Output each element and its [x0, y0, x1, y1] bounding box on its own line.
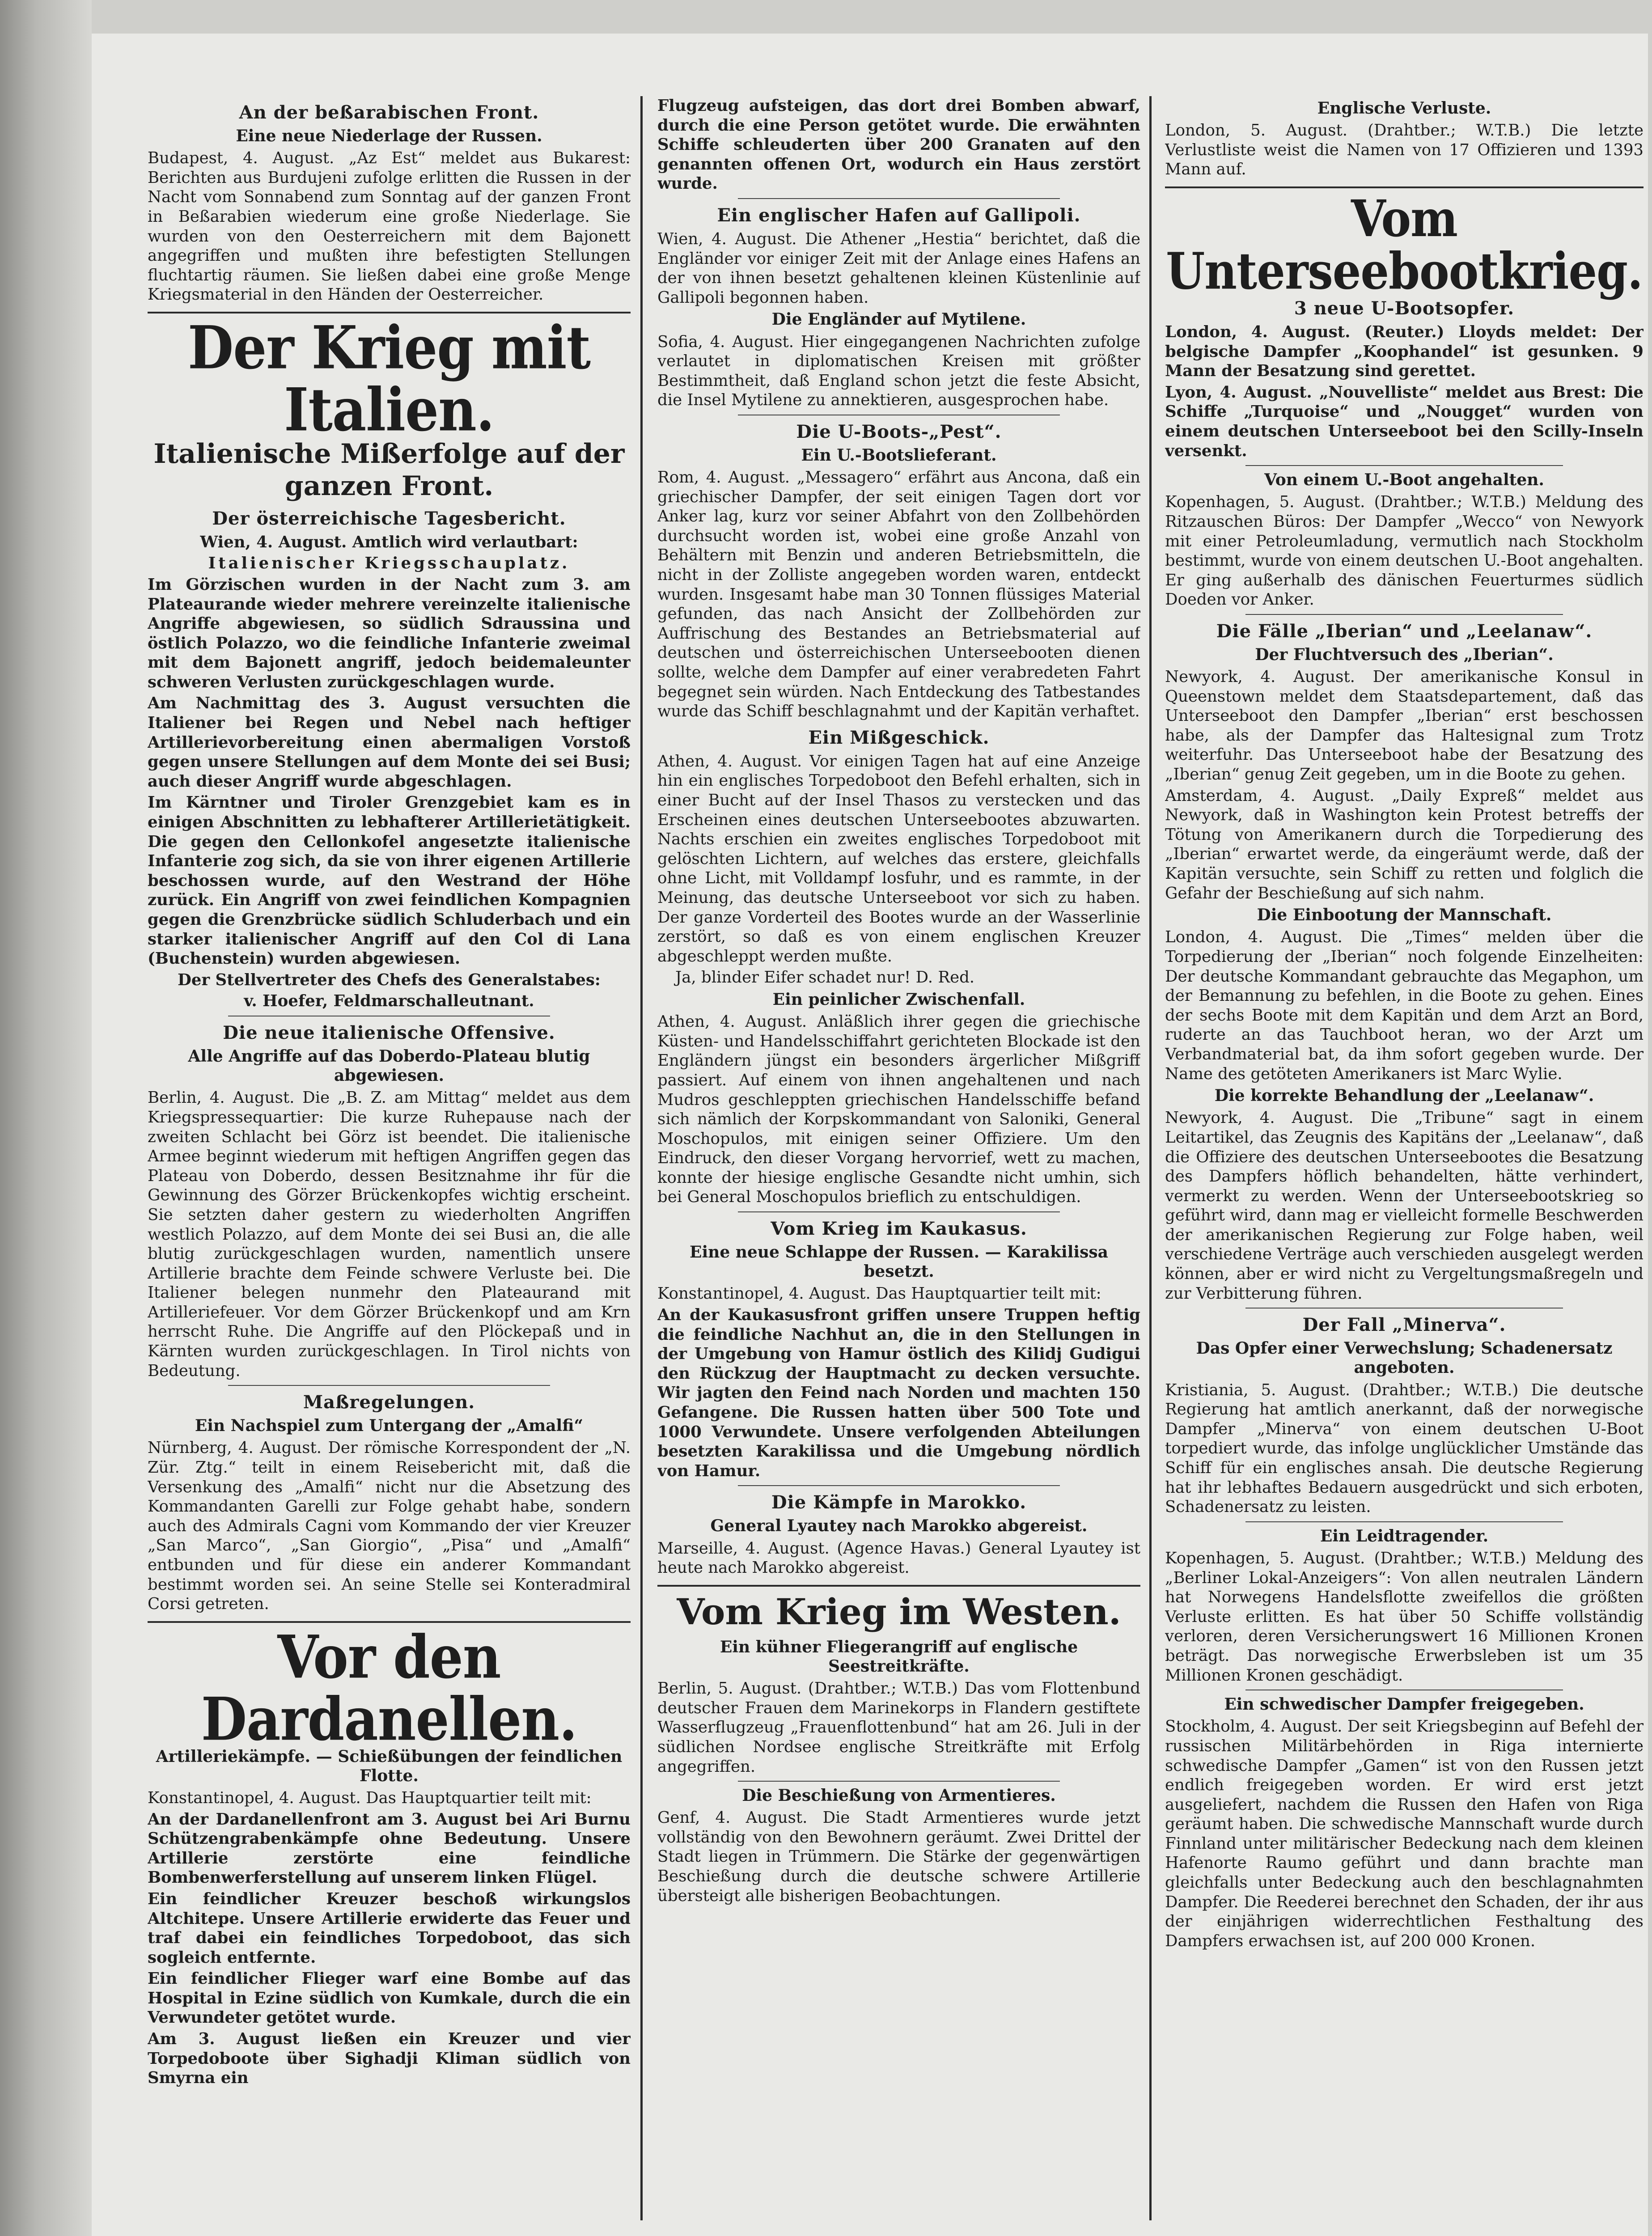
article-text: Wien, 4. August. Die Athener „Hestia“ berichtet, daß die Engländer vor einiger Zeit mit der Anlage eines Hafens an der von ihnen besetzt gehaltenen kleinen Küstenlinie auf Gallipoli begonnen haben. [657, 229, 1140, 307]
article-heading: Die Fälle „Iberian“ und „Leelanaw“. [1216, 620, 1593, 642]
column-rule [640, 96, 643, 2220]
article-text: Kristiania, 5. August. (Drahtber.; W.T.B.) Die deutsche Regierung hat amtlich anerkannt, daß der norwegische Dampfer „Minerva“ von einem deutschen U-Boot torpediert wurde, das infolge unglücklicher Umstände das Schiff für ein englisches ansah. Die deutsche Regierung hat ihr lebhaftes Bedauern ausgedrückt und sich erboten, Schadenersatz zu leisten. [1165, 1381, 1644, 1516]
article-heading: Der Fall „Minerva“. [1302, 1314, 1506, 1336]
article-subheading: Ein U.-Bootslieferant. [801, 445, 997, 465]
article-text: Flugzeug aufsteigen, das dort drei Bomben abwarf, durch die eine Person getötet wurde. Die erwähnten Schiffe schleuderten über 200 Granaten auf den genannten offenen Ort, wodurch ein Haus zerstört wurde. [657, 97, 1140, 193]
article-heading: Maßregelungen. [303, 1392, 475, 1413]
article-heading: An der beßarabischen Front. [239, 102, 539, 123]
article-subheading: Eine neue Schlappe der Russen. — Karakilissa besetzt. [690, 1243, 1108, 1281]
article-text: London, 4. August. (Reuter.) Lloyds meldet: Der belgische Dampfer „Koophandel“ ist gesunken. 9 Mann der Besatzung sind gerettet. [1165, 322, 1644, 381]
article-text: Am 3. August ließen ein Kreuzer und vier Torpedoboote über Sighadji Kliman südlich von Smyrna ein [148, 2030, 631, 2088]
section-headline: Der Krieg mit Italien. [187, 313, 591, 445]
article-text: Am Nachmittag des 3. August versuchten die Italiener bei Regen und Nebel nach heftiger Artillerievorbereitung einen abermaligen Vorstoß gegen unsere Stellungen auf dem Monte dei sei Busi; auch dieser Angriff wurde abgeschlagen. [148, 694, 631, 791]
section-headline: Vor den Dardanellen. [201, 1622, 577, 1754]
article-text: Sofia, 4. August. Hier eingegangenen Nachrichten zufolge verlautet in diplomatischen Kreisen mit größter Bestimmtheit, daß England schon jetzt die feste Absicht, die Insel Mytilene zu annektieren, ausgesprochen habe. [657, 332, 1140, 410]
divider [1245, 1308, 1563, 1309]
article-subheading: Artilleriekämpfe. — Schießübungen der feindlichen Flotte. [156, 1747, 623, 1785]
article-text: London, 5. August. (Drahtber.; W.T.B.) Die letzte Verlustliste weist die Namen von 17 Offizieren und 1393 Mann auf. [1165, 121, 1644, 179]
divider [1165, 186, 1644, 188]
article-text: Berlin, 5. August. (Drahtber.; W.T.B.) Das vom Flottenbund deutscher Frauen dem Marinekorps in Flandern gestiftete Wasserflugzeug „Frauenflottenbund“ hat am 26. Juli in der südlichen Nordsee englische Streitkräfte mit Erfolg angegriffen. [657, 1679, 1140, 1776]
article-subheading: Ein Nachspiel zum Untergang der „Amalfi“ [195, 1416, 584, 1436]
divider [738, 1781, 1060, 1782]
divider [1245, 465, 1563, 466]
article-heading: Ein Mißgeschick. [808, 727, 990, 748]
article-text: Ein feindlicher Flieger warf eine Bombe auf das Hospital in Ezine südlich von Kumkale, durch die ein Verwundeter getötet wurde. [148, 1969, 631, 2027]
article-text: Berlin, 4. August. Die „B. Z. am Mittag“ meldet aus dem Kriegspressequartier: Die kurze Ruhepause nach der zweiten Schlacht bei Görz ist beendet. Die italienische Armee beginnt wiederum mit heftigen Angriffen gegen das Plateau von Doberdo, dessen Besitznahme ihr für die Gewinnung des Görzer Brückenkopfes wichtig erscheint. Sie setzten daher gestern zu wiederholten Angriffen westlich Polazzo, auf dem Monte dei sei Busi an, die alle blutig zurückgeschlagen wurden, namentlich unsere Artillerie brachte dem Feinde schwere Verluste bei. Die Italiener belegen nunmehr den Plateaurand mit Artilleriefeuer. Vor dem Görzer Brückenkopf und am Krn herrscht Ruhe. Die Angriffe auf den Plöckepaß und in Kärnten wurden zurückgeschlagen. In Tirol nichts von Bedeutung. [148, 1088, 631, 1380]
column-rule [1149, 96, 1152, 2220]
article-heading: 3 neue U-Bootsopfer. [1294, 297, 1515, 319]
editor-note: Ja, blinder Eifer schadet nur! D. Red. [675, 968, 975, 987]
article-heading: Vom Krieg im Kaukasus. [771, 1218, 1027, 1240]
article-text: Nürnberg, 4. August. Der römische Korrespondent der „N. Zür. Ztg.“ teilt in einem Reisebericht mit, daß die Versenkung des „Amalfi“ nicht nur die Absetzung des Kommandanten Garelli zur Folge gehabt habe, sondern auch des Admirals Cagni vom Kommando der vier Kreuzer „San Marco“, „San Giorgio“, „Pisa“ und „Amalfi“ entbunden und für diese ein anderer Kommandant bestimmt worden sei. An seine Stelle sei Konteradmiral Corsi getreten. [148, 1439, 631, 1613]
article-text: Stockholm, 4. August. Der seit Kriegsbeginn auf Befehl der russischen Militärbehörden in Riga internierte schwedische Dampfer „Gamen“ ist von den Russen jetzt endlich freigegeben worden. Er wird erst jetzt ausgeliefert, nachdem die Russen den Hafen von Riga geräumt haben. Die schwedische Mannschaft wurde durch Finnland unter militärischer Bedeckung nach dem kleinen Hafenorte Raumo geführt und dann brachte man gleichfalls unter Bedeckung auch den beschlagnahmten Dampfer. Die Reederei berechnet den Schaden, der ihr aus der einjährigen widerrechtlichen Festhaltung des Dampfers erwachsen ist, auf 200 000 Kronen. [1165, 1717, 1644, 1950]
article-subheading: Ein Leidtragender. [1320, 1526, 1489, 1546]
article-subheading: Der Fluchtversuch des „Iberian“. [1255, 645, 1554, 664]
article-heading: Ein englischer Hafen auf Gallipoli. [717, 204, 1081, 226]
article-text: Rom, 4. August. „Messagero“ erfährt aus Ancona, daß ein griechischer Dampfer, der seit einigen Tagen dort vor Anker lag, kurz vor seiner Abfahrt von den Zollbehörden durchsucht worden ist, wobei eine große Anzahl von Behältern mit Benzin und anderen Betriebsmitteln, die nicht in der Zolliste angegeben worden waren, entdeckt wurden. Insgesamt habe man 30 Tonnen flüssiges Material gefunden, das nach Ansicht der Zollbehörden zur Auffrischung des Bestandes an Betriebsmaterial auf deutschen und österreichischen Unterseebooten dienen sollte, welche dem Dampfer auf einer verabredeten Fahrt begegnet sein würden. Nach Entdeckung des Tatbestandes wurde das Schiff beschlagnahmt und der Kapitän verhaftet. [657, 468, 1140, 721]
signature-line: v. Hoefer, Feldmarschalleutnant. [244, 992, 534, 1011]
divider [1245, 1521, 1563, 1522]
dateline: Konstantinopel, 4. August. Das Hauptquartier teilt mit: [657, 1284, 1101, 1303]
article-subheading: Die Beschießung von Armentieres. [742, 1786, 1056, 1805]
article-heading: Die U-Boots-„Pest“. [796, 421, 1002, 442]
signature-line: Der Stellvertreter des Chefs des Generalstabes: [178, 970, 601, 989]
article-subheading: Das Opfer einer Verwechslung; Schadenersatz angeboten. [1196, 1339, 1613, 1377]
article-subheading: Ein peinlicher Zwischenfall. [772, 990, 1025, 1009]
dateline: Wien, 4. August. Amtlich wird verlautbart: [200, 533, 578, 551]
article-text: Im Kärntner und Tiroler Grenzgebiet kam es in einigen Abschnitten zu lebhafterer Artillerietätigkeit. Die gegen den Cellonkofel angesetzte italienische Infanterie zog sich, da sie von ihrer eigenen Artillerie beschossen wurde, auf den Westrand der Höhe zurück. Ein Angriff von zwei feindlichen Kompagnien gegen die Grenzbrücke südlich Schluderbach und ein starker italienischer Angriff auf den Col di Lana (Buchenstein) wurden abgewiesen. [148, 793, 631, 968]
article-text: Ein feindlicher Kreuzer beschoß wirkungslos Altchitepe. Unsere Artillerie erwiderte das Feuer und traf dabei ein feindliches Torpedoboot, das sich sogleich entfernte. [148, 1889, 631, 1967]
article-subheading: General Lyautey nach Marokko abgereist. [710, 1516, 1088, 1536]
article-subheading: Die korrekte Behandlung der „Leelanaw“. [1214, 1086, 1594, 1105]
divider [738, 1485, 1060, 1486]
article-heading: Die Kämpfe in Marokko. [771, 1492, 1027, 1513]
article-text: Marseille, 4. August. (Agence Havas.) General Lyautey ist heute nach Marokko abgereist. [657, 1539, 1140, 1577]
divider [738, 1211, 1060, 1212]
divider [738, 198, 1060, 199]
article-text: Im Görzischen wurden in der Nacht zum 3. am Plateaurande wieder mehrere vereinzelte italienische Angriffe abgewiesen, so südlich Sdraussina und östlich Polazzo, wo die feindliche Infanterie zweimal mit dem Bajonett angriff, jedoch beidemaleunter schweren Verlusten zurückgeschlagen wurde. [148, 575, 631, 691]
article-subheading: Die Einbootung der Mannschaft. [1257, 906, 1552, 925]
article-text: Genf, 4. August. Die Stadt Armentieres wurde jetzt vollständig von den Bewohnern geräumt. Zwei Drittel der Stadt liegen in Trümmern. Die Stärke der gegenwärtigen Beschießung durch die deutsche schwere Artillerie übersteigt alle bisherigen Beobachtungen. [657, 1808, 1140, 1905]
column-3 [1165, 96, 1644, 2236]
article-heading: Die neue italienische Offensive. [223, 1022, 555, 1043]
article-text: Newyork, 4. August. Der amerikanische Konsul in Queenstown meldet dem Staatsdepartement, daß das Unterseeboot den Dampfer „Iberian“ erst beschossen habe, als der Dampfer das Haltesignal zum Trotz weiterfuhr. Das Unterseeboot habe der Besatzung des „Iberian“ genug Zeit gegeben, um in die Boote zu gehen. [1165, 668, 1644, 784]
article-text: Athen, 4. August. Vor einigen Tagen hat auf eine Anzeige hin ein englisches Torpedoboot den Befehl erhalten, sich in einer Bucht auf der Insel Thasos zu verstecken und das Erscheinen eines deutschen Unterseebootes abzuwarten. Nachts erschien ein zweites englisches Torpedoboot mit gelöschten Lichtern, auf welches das erstere, gleichfalls ohne Licht, mit Volldampf losfuhr, und es rammte, in der Meinung, das deutsche Unterseeboot vor sich zu haben. Der ganze Vorderteil des Bootes wurde an der Wasserlinie zerstört, so daß es von einem englischen Kreuzer abgeschleppt werden mußte. [657, 752, 1140, 966]
article-text: Amsterdam, 4. August. „Daily Expreß“ meldet aus Newyork, daß in Washington kein Protest betreffs der Tötung von Amerikanern durch die Torpedierung des „Iberian“ erwartet werde, da eingeräumt werde, daß der Kapitän versuchte, sein Schiff zu retten und folglich die Gefahr der Beschießung auf sich nahm. [1165, 786, 1644, 902]
article-text: Kopenhagen, 5. August. (Drahtber.; W.T.B.) Meldung des Ritzauschen Büros: Der Dampfer „Wecco“ von Newyork mit einer Petroleumladung, vermutlich nach Stockholm bestimmt, wurde von einem deutschen U.-Boot angehalten. Er ging außerhalb des dänischen Feuerturmes südlich Doeden vor Anker. [1165, 493, 1644, 609]
section-headline: Vom Unterseebootkrieg. [1166, 189, 1643, 301]
article-text: An der Kaukasusfront griffen unsere Truppen heftig die feindliche Nachhut an, die in den Stellungen in der Umgebung von Hamur östlich des Kilidj Gudigui den Rückzug der Hauptmacht zu decken versuchte. Wir jagten den Feind nach Norden und machten 150 Gefangene. Die Russen hatten über 500 Tote und 1000 Verwundete. Unsere verfolgenden Abteilungen besetzten Karakilissa und die Umgebung nördlich von Hamur. [657, 1306, 1140, 1480]
article-text: Athen, 4. August. Anläßlich ihrer gegen die griechische Küsten- und Handelsschiffahrt gerichteten Blockade ist den Engländern jüngst ein besonders ärgerlicher Mißgriff passiert. Auf einem von ihnen angehaltenen und nach Mudros geschleppten griechischen Handelsschiffe befand sich nämlich der Korpskommandant von Saloniki, General Moschopulos, mit einigen seiner Offiziere. Um den Eindruck, den dieser Vorgang hervorrief, wett zu machen, konnte der hiesige englische Gesandte nicht umhin, sich bei General Moschopulos brieflich zu entschuldigen. [657, 1012, 1140, 1207]
article-subheading: Ein schwedischer Dampfer freigegeben. [1224, 1695, 1584, 1714]
article-subheading: Englische Verluste. [1317, 99, 1491, 118]
article-subheading: Von einem U.-Boot angehalten. [1264, 470, 1544, 490]
article-subheading: Ein kühner Fliegerangriff auf englische Seestreitkräfte. [720, 1637, 1078, 1676]
article-text: Lyon, 4. August. „Nouvelliste“ meldet aus Brest: Die Schiffe „Turquoise“ und „Nougget“ wurden von einem deutschen Unterseeboot bei den Scilly-Inseln versenkt. [1165, 383, 1644, 460]
column-1 [148, 96, 631, 2236]
dateline: Konstantinopel, 4. August. Das Hauptquartier teilt mit: [148, 1788, 592, 1807]
article-text: Kopenhagen, 5. August. (Drahtber.; W.T.B.) Meldung des „Berliner Lokal-Anzeigers“: Von allen neutralen Ländern hat Norwegens Handelsflotte zweifellos die größten Verluste erlitten. Es hat über 50 Schiffe vollständig verloren, deren Versicherungswert 16 Millionen Kronen beträgt. Das norwegische Erwerbsleben ist um 35 Millionen Kronen geschädigt. [1165, 1549, 1644, 1685]
book-binding-edge [0, 0, 92, 2236]
article-heading: Der österreichische Tagesbericht. [212, 508, 566, 529]
divider [1245, 614, 1563, 615]
theater-label: Italienischer Kriegsschauplatz. [208, 554, 570, 573]
divider [228, 1385, 550, 1386]
article-subheading: Alle Angriffe auf das Doberdo-Plateau blutig abgewiesen. [188, 1046, 590, 1085]
article-subheading: Die Engländer auf Mytilene. [771, 310, 1026, 329]
article-text: Newyork, 4. August. Die „Tribune“ sagt in einem Leitartikel, das Zeugnis des Kapitäns der „Leelanaw“, daß die Offiziere des deutschen Unterseebootes die Besatzung des Dampfers höflich behandelten, hätte verhindert, vermerkt zu werden. Wenn der Unterseebootskrieg so geführt wird, dann mag er vielleicht formelle Beschwerden der amerikanischen Regierung zur Folge haben, weil verschiedene Verträge auch verschieden ausgelegt werden können, aber er wird nicht zu Vergeltungsmaßregeln und zur Verbitterung führen. [1165, 1109, 1644, 1303]
divider [657, 1585, 1140, 1587]
article-text: An der Dardanellenfront am 3. August bei Ari Burnu Schützengrabenkämpfe ohne Bedeutung. Unsere Artillerie zerstörte eine feindliche Bombenwerferstellung auf unserem linken Flügel. [148, 1810, 631, 1887]
section-subheadline: Italienische Mißerfolge auf der ganzen Front. [153, 438, 625, 502]
article-text: Budapest, 4. August. „Az Est“ meldet aus Bukarest: Berichten aus Burdujeni zufolge erlitten die Russen in der Nacht vom Sonnabend zum Sonntag auf der ganzen Front in Beßarabien wiederum eine große Niederlage. Sie wurden von den Oesterreichern mit dem Bajonett angegriffen und mußten ihre befestigten Stellungen fluchtartig räumen. Sie ließen dabei eine große Menge Kriegsmaterial in den Händen der Oesterreicher. [148, 149, 631, 304]
article-text: London, 4. August. Die „Times“ melden über die Torpedierung der „Iberian“ noch folgende Einzelheiten: Der deutsche Kommandant gebrauchte das Megaphon, um der Bemannung zu befehlen, in die Boote zu gehen. Eines der sechs Boote mit dem Kapitän und dem Arzt an Bord, ruderte an das Tauchboot heran, wo der Arzt um Verbandmaterial bat, da ihm sofort gegeben wurde. Der Name des getöteten Amerikaners ist Marc Wylie. [1165, 928, 1644, 1083]
section-headline: Vom Krieg im Westen. [677, 1590, 1121, 1633]
article-subheading: Eine neue Niederlage der Russen. [236, 127, 542, 145]
column-2 [657, 96, 1140, 2236]
